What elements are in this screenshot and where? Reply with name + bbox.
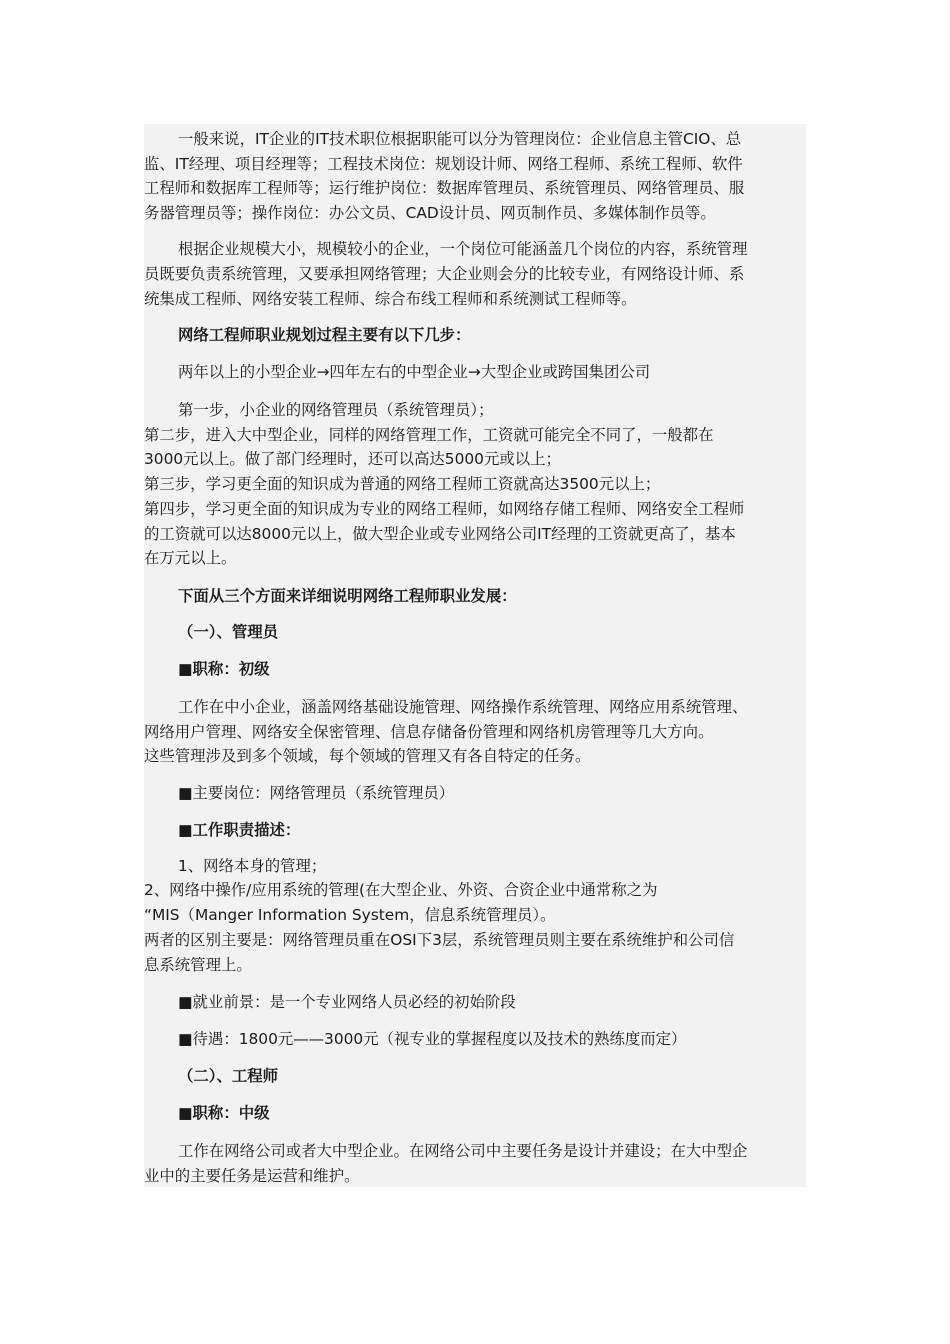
text-line: 网络用户管理、网络安全保密管理、信息存储备份管理和网络机房管理等几大方向。 bbox=[144, 723, 714, 741]
text-line: “MIS（Manger Information System，信息系统管理员）。 bbox=[144, 906, 556, 924]
text-line: 1、网络本身的管理； bbox=[178, 857, 327, 875]
text-line: 根据企业规模大小，规模较小的企业，一个岗位可能涵盖几个岗位的内容，系统管理 bbox=[178, 240, 748, 258]
text-line: 第二步，进入大中型企业，同样的网络管理工作，工资就可能完全不同了，一般都在 bbox=[144, 426, 714, 444]
text-line: 两者的区别主要是：网络管理员重在OSI下3层，系统管理员则主要在系统维护和公司信 bbox=[144, 931, 735, 949]
text-line: 网络工程师职业规划过程主要有以下几步： bbox=[178, 326, 471, 344]
text-line: 这些管理涉及到多个领域，每个领域的管理又有各自特定的任务。 bbox=[144, 747, 591, 765]
text-line: 下面从三个方面来详细说明网络工程师职业发展： bbox=[178, 587, 517, 605]
text-line: （二）、工程师 bbox=[178, 1067, 279, 1085]
text-line: 监、IT经理、项目经理等；工程技术岗位：规划设计师、网络工程师、系统工程师、软件 bbox=[144, 155, 743, 173]
text-line: 第四步，学习更全面的知识成为专业的网络工程师，如网络存储工程师、网络安全工程师 bbox=[144, 500, 745, 518]
text-line: 在万元以上。 bbox=[144, 549, 237, 567]
text-line: 两年以上的小型企业→四年左右的中型企业→大型企业或跨国集团公司 bbox=[178, 363, 651, 381]
text-line: 2、网络中操作/应用系统的管理(在大型企业、外资、合资企业中通常称之为 bbox=[144, 881, 658, 899]
document-page bbox=[144, 124, 806, 1187]
text-line: ■职称：中级 bbox=[178, 1104, 270, 1122]
text-line: 工作在网络公司或者大中型企业。在网络公司中主要任务是设计并建设；在大中型企 bbox=[178, 1142, 748, 1160]
text-line: ■工作职责描述： bbox=[178, 821, 301, 839]
text-line: 3000元以上。做了部门经理时，还可以高达5000元或以上； bbox=[144, 450, 561, 468]
text-line: 工程师和数据库工程师等；运行维护岗位：数据库管理员、系统管理员、网络管理员、服 bbox=[144, 179, 745, 197]
text-line: 的工资就可以达8000元以上，做大型企业或专业网络公司IT经理的工资就更高了，基本 bbox=[144, 525, 736, 543]
text-line: 务器管理员等；操作岗位：办公文员、CAD设计员、网页制作员、多媒体制作员等。 bbox=[144, 204, 716, 222]
text-line: ■主要岗位：网络管理员（系统管理员） bbox=[178, 784, 455, 802]
text-line: 一般来说，IT企业的IT技术职位根据职能可以分为管理岗位：企业信息主管CIO、总 bbox=[178, 130, 742, 148]
text-line: 工作在中小企业，涵盖网络基础设施管理、网络操作系统管理、网络应用系统管理、 bbox=[178, 698, 748, 716]
text-line: 业中的主要任务是运营和维护。 bbox=[144, 1167, 360, 1185]
text-line: （一）、管理员 bbox=[178, 623, 279, 641]
text-line: ■待遇：1800元——3000元（视专业的掌握程度以及技术的熟练度而定） bbox=[178, 1030, 687, 1048]
text-line: 息系统管理上。 bbox=[144, 956, 252, 974]
text-line: ■就业前景：是一个专业网络人员必经的初始阶段 bbox=[178, 993, 516, 1011]
text-line: 员既要负责系统管理，又要承担网络管理；大企业则会分的比较专业，有网络设计师、系 bbox=[144, 265, 745, 283]
text-line: ■职称：初级 bbox=[178, 660, 270, 678]
text-line: 第三步，学习更全面的知识成为普通的网络工程师工资就高达3500元以上； bbox=[144, 475, 661, 493]
text-line: 统集成工程师、网络安装工程师、综合布线工程师和系统测试工程师等。 bbox=[144, 290, 637, 308]
text-line: 第一步，小企业的网络管理员（系统管理员）； bbox=[178, 401, 494, 419]
